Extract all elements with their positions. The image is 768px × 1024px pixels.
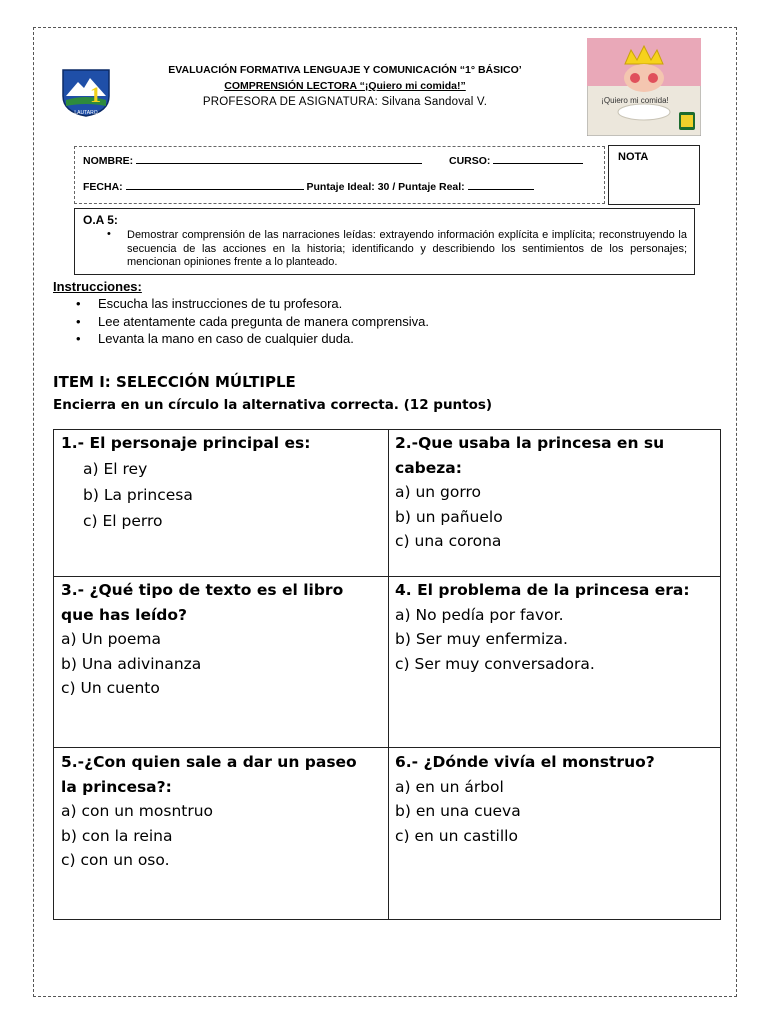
curso-label: CURSO:	[449, 155, 491, 167]
question-6	[395, 750, 717, 848]
curso-line[interactable]	[493, 154, 583, 164]
logo-label: LAUTARO	[74, 110, 98, 116]
option[interactable]: c) con un oso.	[61, 851, 170, 869]
header-title: EVALUACIÓN FORMATIVA LENGUAJE Y COMUNICACIÓN “1° BÁSICO’	[168, 64, 522, 76]
option[interactable]: b) en una cueva	[395, 802, 521, 820]
school-logo	[60, 66, 112, 118]
puntaje-ideal: Puntaje Ideal: 30	[306, 181, 390, 193]
question-4	[395, 578, 695, 676]
fecha-label: FECHA:	[83, 181, 123, 193]
objective-bullet: •	[107, 228, 111, 240]
option[interactable]: b) un pañuelo	[395, 507, 503, 526]
questions-grid	[53, 429, 721, 920]
option[interactable]: c) en un castillo	[395, 826, 518, 845]
option[interactable]: b) Ser muy enfermiza.	[395, 630, 568, 648]
header-teacher: PROFESORA DE ASIGNATURA: Silvana Sandoval V.	[202, 96, 488, 108]
instructions-title: Instrucciones:	[53, 279, 142, 294]
option[interactable]: a) con un mosntruo	[61, 802, 214, 820]
question-3	[61, 578, 361, 701]
question-text: 5.-¿Con quien sale a dar un paseo la princesa?:	[61, 753, 357, 796]
question-text: 4. El problema de la princesa era:	[395, 581, 690, 599]
instruction-item: • Levanta la mano en caso de cualquier duda.	[76, 330, 429, 348]
curso-field[interactable]	[449, 154, 583, 167]
option[interactable]: b) La princesa	[83, 485, 193, 504]
objective-text: Demostrar comprensión de las narraciones leídas: extrayendo información explícita e implícita; reconstruyendo la secuencia de las acciones en la historia; identificando y describiendo los sentimientos de los personajes; mencionan opiniones frente a lo planteado.	[127, 229, 687, 268]
book-cover-title: ¡Quiero mi comida!	[601, 96, 669, 105]
grid-divider	[388, 430, 389, 919]
nombre-line[interactable]	[136, 154, 422, 164]
option[interactable]: c) Un cuento	[61, 679, 160, 697]
objective-box	[74, 208, 695, 275]
option[interactable]: c) Ser muy conversadora.	[395, 654, 595, 673]
book-cover-image	[587, 38, 701, 136]
option[interactable]: a) No pedía por favor.	[395, 605, 564, 624]
option[interactable]: a) Un poema	[61, 630, 162, 648]
instruction-item: • Lee atentamente cada pregunta de manera comprensiva.	[76, 313, 429, 331]
student-info-box	[74, 146, 605, 204]
question-2	[395, 431, 717, 554]
fecha-field[interactable]	[83, 180, 534, 193]
question-1	[61, 431, 381, 534]
nota-label: NOTA	[618, 151, 649, 163]
logo-number: 1	[90, 82, 101, 107]
puntaje-real-label: / Puntaje Real:	[392, 181, 465, 193]
nombre-field[interactable]	[83, 154, 422, 167]
option[interactable]: a) en un árbol	[395, 777, 504, 796]
instructions-list	[76, 295, 429, 348]
nombre-label: NOMBRE:	[83, 155, 134, 167]
option[interactable]: a) El rey	[83, 459, 148, 478]
question-text: 2.-Que usaba la princesa en su cabeza:	[395, 434, 665, 477]
option[interactable]: b) con la reina	[61, 826, 173, 845]
question-5	[61, 750, 361, 873]
question-text: 3.- ¿Qué tipo de texto es el libro que has leído?	[61, 581, 344, 624]
option[interactable]: b) Una adivinanza	[61, 654, 202, 673]
instruction-item: • Escucha las instrucciones de tu profesora.	[76, 295, 429, 313]
item-subtitle: Encierra en un círculo la alternativa correcta. (12 puntos)	[53, 397, 493, 413]
grid-divider	[54, 576, 720, 577]
option[interactable]: c) una corona	[395, 532, 502, 550]
objective-title: O.A 5:	[83, 213, 118, 227]
option[interactable]: a) un gorro	[395, 483, 481, 501]
fecha-line[interactable]	[126, 180, 304, 190]
grid-divider	[54, 747, 720, 748]
item-title: ITEM I: SELECCIÓN MÚLTIPLE	[53, 373, 296, 391]
puntaje-real-line[interactable]	[468, 180, 534, 190]
header-subtitle: COMPRENSIÓN LECTORA “¡Quiero mi comida!”	[224, 80, 466, 92]
nota-box[interactable]	[608, 145, 700, 205]
option[interactable]: c) El perro	[83, 511, 163, 530]
question-text: 1.- El personaje principal es:	[61, 434, 311, 452]
question-text: 6.- ¿Dónde vivía el monstruo?	[395, 753, 655, 771]
